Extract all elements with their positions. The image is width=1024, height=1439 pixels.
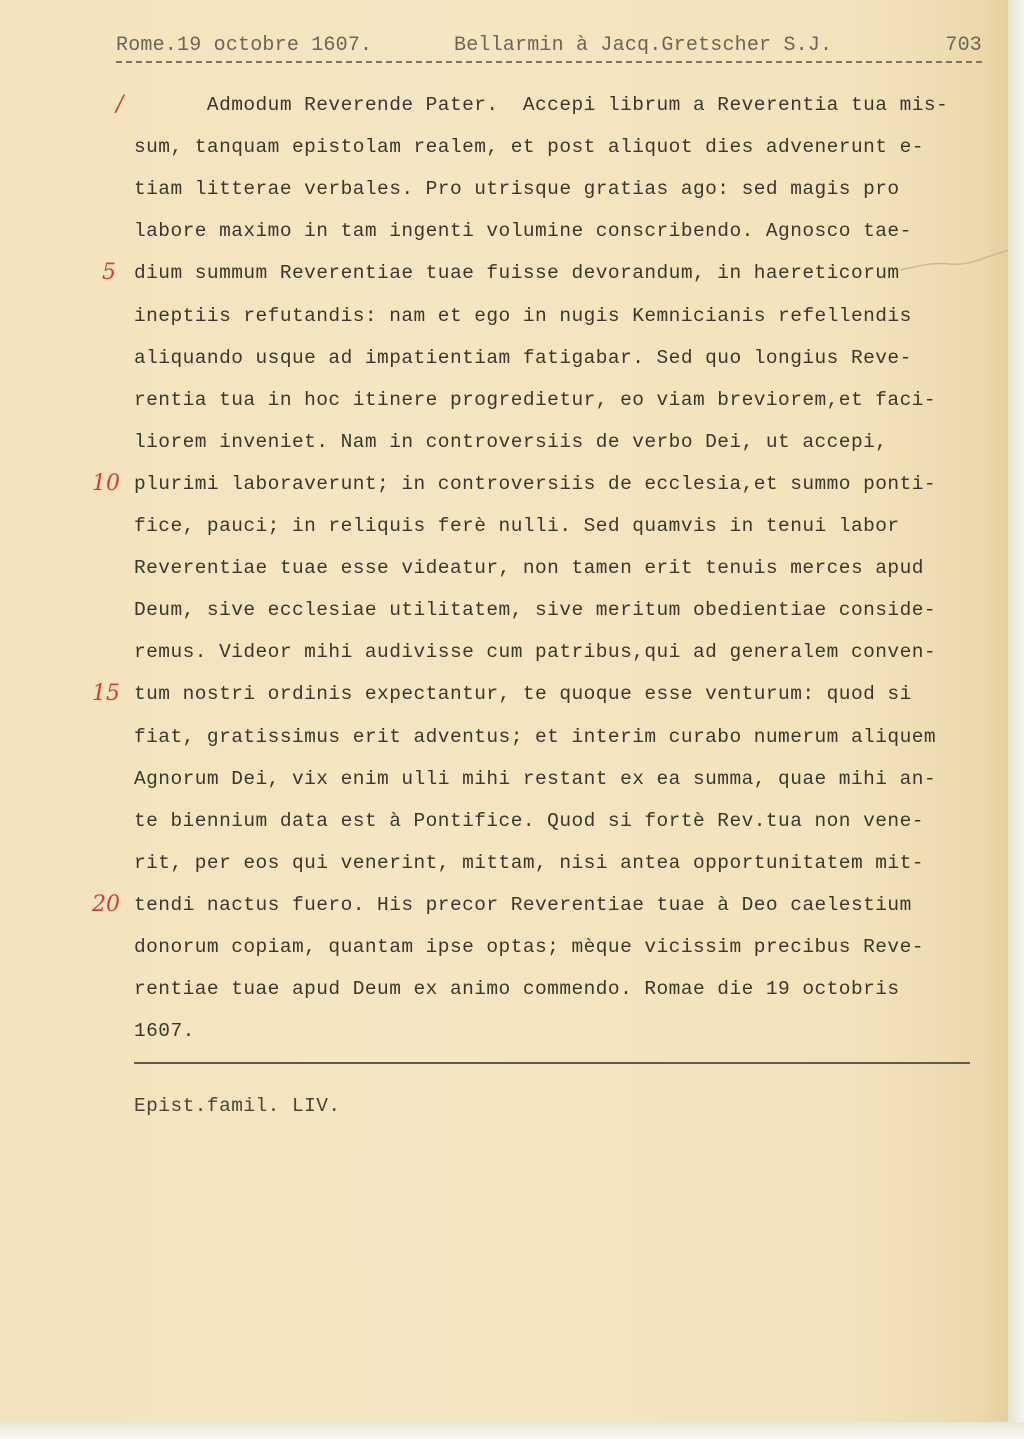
line-marker: 20 [92, 891, 120, 917]
line-marker: / [116, 92, 124, 117]
text-line: Reverentiae tuae esse videatur, non tamen erit tenuis merces apud [134, 557, 924, 580]
text-line: rentia tua in hoc itinere progredietur, eo viam breviorem,et faci- [134, 388, 937, 411]
header-title: Bellarmin à Jacq.Gretscher S.J. [454, 34, 833, 57]
page-number: 703 [945, 34, 982, 57]
line-marker: 5 [102, 260, 116, 286]
scan-edge-bottom [0, 1422, 1024, 1439]
scan-edge-right [1008, 0, 1024, 1439]
text-line: labore maximo in tam ingenti volumine conscribendo. Agnosco tae- [134, 220, 912, 243]
text-line: tum nostri ordinis expectantur, te quoque esse venturum: quod si [134, 683, 912, 706]
source-reference: Epist.famil. LIV. [134, 1095, 341, 1117]
text-line: sum, tanquam epistolam realem, et post aliquot dies advenerunt e- [134, 136, 924, 159]
text-line: remus. Videor mihi audivisse cum patribus,qui ad generalem conven- [134, 641, 937, 664]
paper-crease [900, 248, 1010, 278]
text-line: rentiae tuae apud Deum ex animo commendo. Romae die 19 octobris [134, 978, 900, 1001]
text-line: te biennium data est à Pontifice. Quod si fortè Rev.tua non vene- [134, 809, 924, 832]
text-line: plurimi laboraverunt; in controversiis de ecclesia,et summo ponti- [134, 472, 937, 495]
text-line: ineptiis refutandis: nam et ego in nugis Kemnicianis refellendis [134, 304, 912, 327]
text-line: Deum, sive ecclesiae utilitatem, sive meritum obedientiae conside- [134, 599, 937, 622]
text-line: Agnorum Dei, vix enim ulli mihi restant ex ea summa, quae mihi an- [134, 767, 937, 790]
text-line: 1607. [134, 1020, 195, 1043]
line-marker: 15 [92, 681, 120, 707]
text-line: donorum copiam, quantam ipse optas; mèque vicissim precibus Reve- [134, 936, 924, 958]
page-header [116, 34, 982, 64]
text-line: rit, per eos qui venerint, mittam, nisi antea opportunitatem mit- [134, 851, 924, 874]
text-line: aliquando usque ad impatientiam fatigabar. Sed quo longius Reve- [134, 346, 912, 369]
text-line: fiat, gratissimus erit adventus; et interim curabo numerum aliquem [134, 725, 937, 748]
text-line: Admodum Reverende Pater. Accepi librum a Reverentia tua mis- [134, 94, 949, 116]
text-line: tiam litterae verbales. Pro utrisque gratias ago: sed magis pro [134, 178, 900, 201]
text-line: tendi nactus fuero. His precor Reverentiae tuae à Deo caelestium [134, 893, 912, 916]
text-line: fice, pauci; in reliquis ferè nulli. Sed quamvis in tenui labor [134, 515, 900, 537]
text-line: dium summum Reverentiae tuae fuisse devorandum, in haereticorum [134, 262, 900, 285]
text-line: liorem inveniet. Nam in controversiis de verbo Dei, ut accepi, [134, 430, 888, 453]
header-place-date: Rome.19 octobre 1607. [116, 34, 373, 57]
footer-divider [134, 1062, 970, 1064]
header-underline [116, 61, 982, 63]
line-marker: 10 [92, 470, 120, 496]
